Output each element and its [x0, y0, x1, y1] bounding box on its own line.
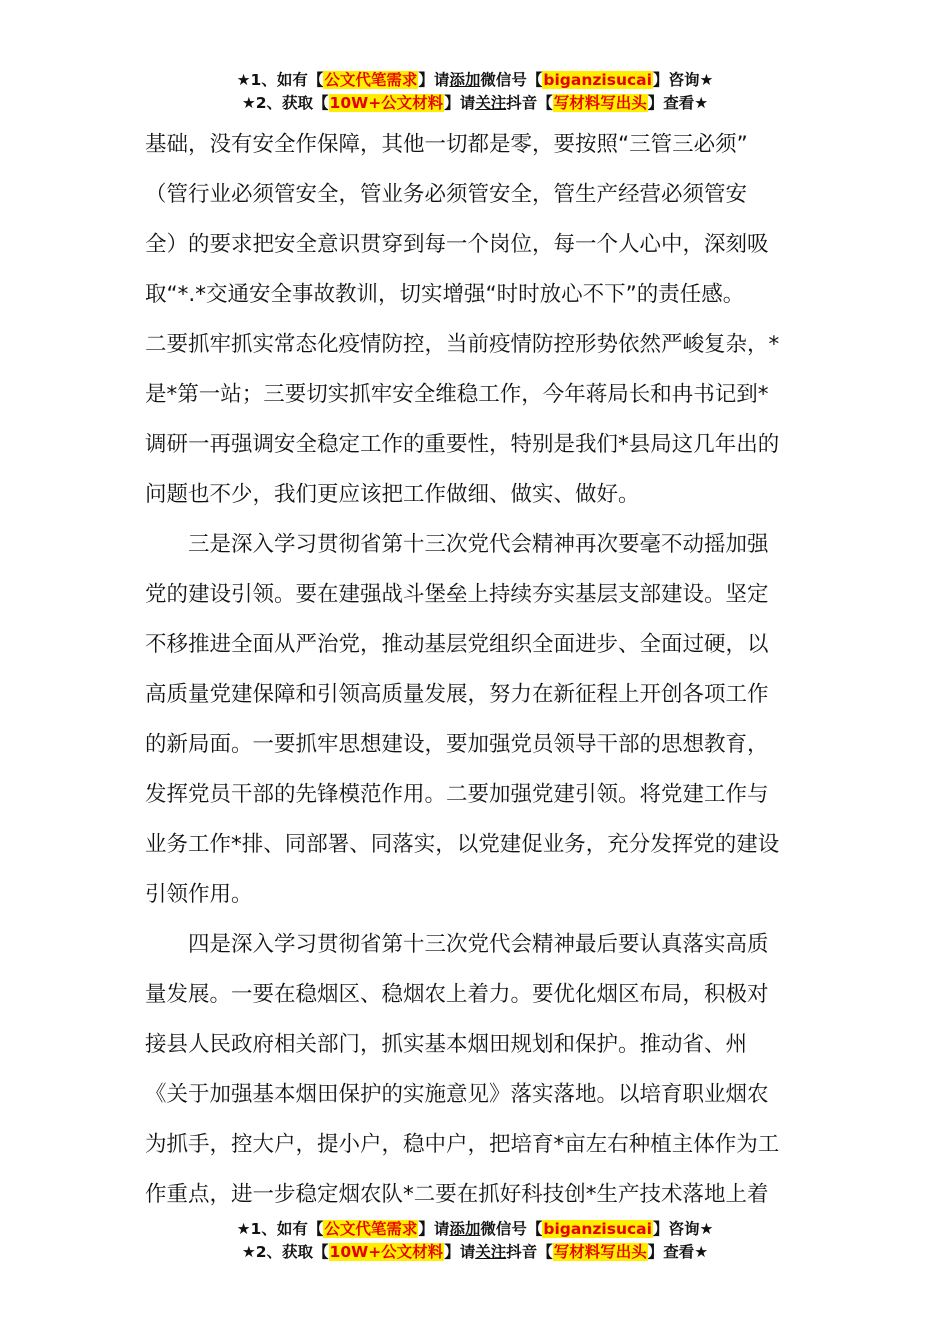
- banner-line-1: [0, 69, 950, 92]
- footer-banner: [0, 1218, 950, 1264]
- highlight-douyin: 写材料写出头: [553, 94, 647, 112]
- text-line: 量发展。一要在稳烟区、稳烟农上着力。要优化烟区布局，积极对: [145, 982, 769, 1007]
- text-line: 调研一再强调安全稳定工作的重要性，特别是我们*县局这几年出的: [145, 432, 780, 457]
- banner-text: 抖音【: [506, 94, 553, 112]
- text-line: 二要抓牢抓实常态化疫情防控，当前疫情防控形势依然严峻复杂，*: [145, 332, 780, 357]
- text-line: 全）的要求把安全意识贯穿到每一个岗位，每一个人心中，深刻吸: [145, 232, 769, 257]
- banner-line-2: [0, 1241, 950, 1264]
- banner-text: 】咨询★: [652, 71, 714, 89]
- highlight-service: 公文代笔需求: [324, 1220, 418, 1238]
- paragraph-3: [145, 920, 807, 1220]
- banner-text: 】请: [444, 94, 476, 112]
- banner-underline: 添加: [449, 71, 481, 89]
- banner-text: 抖音【: [506, 1243, 553, 1261]
- text-line: 作重点，进一步稳定烟农队*二要在抓好科技创*生产技术落地上着: [145, 1182, 769, 1207]
- banner-text: 】咨询★: [652, 1220, 714, 1238]
- text-line: 高质量党建保障和引领高质量发展，努力在新征程上开创各项工作: [145, 682, 769, 707]
- banner-text: ★1、如有【: [236, 71, 324, 89]
- banner-line-1: [0, 1218, 950, 1241]
- document-body: [145, 120, 807, 1220]
- banner-underline: 关注: [475, 1243, 507, 1261]
- text-line: 取“*.*交通安全事故教训，切实增强“时时放心不下”的责任感。: [145, 282, 745, 307]
- text-line: 引领作用。: [145, 882, 253, 907]
- banner-text: ★2、获取【: [241, 1243, 329, 1261]
- text-line: 问题也不少，我们更应该把工作做细、做实、做好。: [145, 482, 640, 507]
- banner-text: 微信号【: [480, 1220, 543, 1238]
- text-line: 业务工作*排、同部署、同落实，以党建促业务，充分发挥党的建设: [145, 832, 780, 857]
- text-line: 为抓手，控大户，提小户，稳中户，把培育*亩左右种植主体作为工: [145, 1132, 780, 1157]
- header-banner: [0, 69, 950, 115]
- text-line: 的新局面。一要抓牢思想建设，要加强党员领导干部的思想教育，: [145, 732, 769, 757]
- text-line: 不移推进全面从严治党，推动基层党组织全面进步、全面过硬，以: [145, 632, 769, 657]
- paragraph-1: [145, 120, 807, 520]
- banner-text: ★1、如有【: [236, 1220, 324, 1238]
- banner-text: 微信号【: [480, 71, 543, 89]
- banner-text: 】请: [418, 1220, 450, 1238]
- text-line: 基础，没有安全作保障，其他一切都是零，要按照“三管三必须”: [145, 132, 748, 157]
- text-line: 四是深入学习贯彻省第十三次党代会精神最后要认真落实高质: [188, 932, 769, 957]
- paragraph-2: [145, 520, 807, 920]
- text-line: 是*第一站；三要切实抓牢安全维稳工作，今年蒋局长和冉书记到*: [145, 382, 769, 407]
- highlight-douyin: 写材料写出头: [553, 1243, 647, 1261]
- text-line: 党的建设引领。要在建强战斗堡垒上持续夯实基层支部建设。坚定: [145, 582, 769, 607]
- banner-underline: 添加: [449, 1220, 481, 1238]
- highlight-wechat-id: biganzisucai: [543, 71, 652, 89]
- highlight-service: 公文代笔需求: [324, 71, 418, 89]
- banner-text: 】查看★: [647, 1243, 709, 1261]
- text-line: 发挥党员干部的先锋模范作用。二要加强党建引领。将党建工作与: [145, 782, 769, 807]
- banner-text: ★2、获取【: [241, 94, 329, 112]
- highlight-materials: 10W+公文材料: [329, 94, 444, 112]
- highlight-wechat-id: biganzisucai: [543, 1220, 652, 1238]
- banner-text: 】请: [444, 1243, 476, 1261]
- banner-text: 】请: [418, 71, 450, 89]
- text-line: （管行业必须管安全，管业务必须管安全，管生产经营必须管安: [145, 182, 748, 207]
- highlight-materials: 10W+公文材料: [329, 1243, 444, 1261]
- text-line: 《关于加强基本烟田保护的实施意见》落实落地。以培育职业烟农: [145, 1082, 769, 1107]
- banner-line-2: [0, 92, 950, 115]
- banner-underline: 关注: [475, 94, 507, 112]
- text-line: 三是深入学习贯彻省第十三次党代会精神再次要毫不动摇加强: [188, 532, 769, 557]
- banner-text: 】查看★: [647, 94, 709, 112]
- text-line: 接县人民政府相关部门，抓实基本烟田规划和保护。推动省、州: [145, 1032, 748, 1057]
